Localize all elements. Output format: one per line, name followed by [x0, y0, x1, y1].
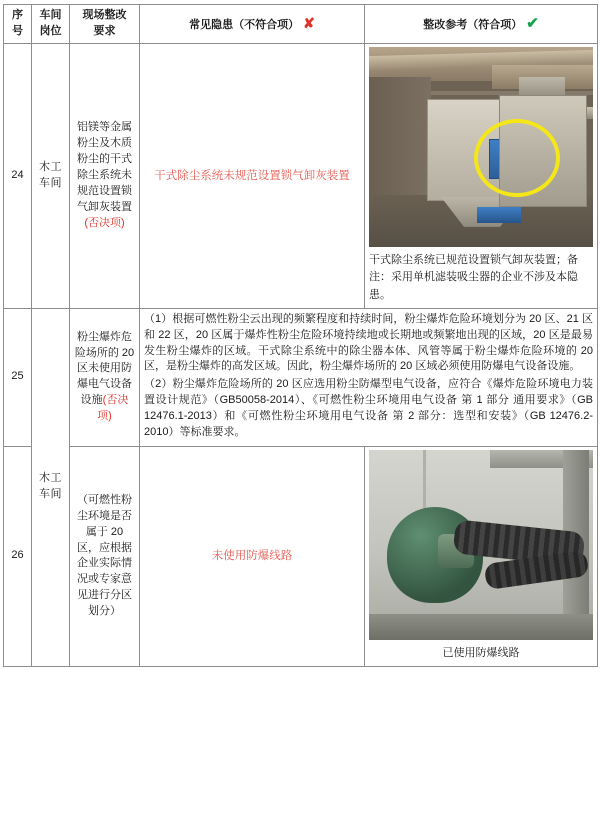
row-number-24: 24	[4, 43, 32, 308]
row-explanation-25	[140, 308, 598, 447]
table-body	[4, 43, 598, 666]
row-hazard-24	[140, 43, 365, 308]
row-shop-25: 木工车间	[32, 308, 70, 666]
row-shop-24: 木工车间	[32, 43, 70, 308]
explanation-paragraph-1: （1）根据可燃性粉尘云出现的频繁程度和持续时间，粉尘爆炸危险环境划分为 20 区、21 区和 22 区，20 区属于爆炸性粉尘危险环境持续地或长期地或频繁地出现的区域，20 区是最易发生粉尘爆炸的区域。干式除尘系统中的除尘器本体、风管等属于粉尘爆炸危险环境的 20 区，是粉尘爆炸的高发区域。因此，粉尘爆炸场所的 20 区域必须使用防爆电气设备设施。	[144, 312, 593, 373]
row-requirement-26: （可燃性粉尘环境是否属于 20 区，应根据企业实际情况或专家意见进行分区划分）	[70, 447, 140, 667]
reference-caption-24: 干式除尘系统已规范设置锁气卸灰装置；备注：采用单机滤装吸尘器的企业不涉及本隐患。	[369, 253, 578, 302]
explanation-paragraph-2: （2）粉尘爆炸危险场所的 20 区应选用粉尘防爆型电气设备，应符合《爆炸危险环境电力装置设计规范》（GB50058-2014）、《可燃性粉尘环境用电气设备 第 1 部分 通用要求》（GB 12476.1-2013）和《可燃性粉尘环境用电气设备 第 2 部分：选型和安装》（GB 12476.2-2010）等标准要求。	[144, 378, 593, 439]
cross-icon: ✘	[303, 15, 315, 32]
table-row	[4, 447, 598, 667]
header-cell-reference: 整改参考（符合项） ✔	[365, 5, 598, 44]
row-number-26: 26	[4, 447, 32, 667]
check-icon: ✔	[526, 15, 539, 33]
hazard-label-26: 未使用防爆线路	[211, 550, 293, 563]
header-cell-requirement: 现场整改 要求	[70, 5, 140, 44]
row-hazard-26	[140, 447, 365, 667]
header-cell-hazard: 常见隐患（不符合项） ✘	[140, 5, 365, 44]
table-header-row	[4, 5, 598, 44]
hazard-label-24: 干式除尘系统未规范设置锁气卸灰装置	[154, 169, 350, 182]
row-requirement-24: 铝镁等金属粉尘及木质粉尘的干式除尘系统未规范设置锁气卸灰装置(否决项)	[70, 43, 140, 308]
row-reference-26	[365, 447, 598, 667]
dust-collector-room-photo	[369, 47, 593, 247]
inspection-table	[3, 4, 598, 667]
row-requirement-25: 粉尘爆炸危险场所的 20 区未使用防爆电气设备设施(否决项)	[70, 308, 140, 447]
document-page	[0, 4, 600, 838]
table-header	[4, 5, 598, 44]
header-cell-shop: 车间 岗位	[32, 5, 70, 44]
reference-caption-26: 已使用防爆线路	[442, 647, 520, 660]
explosion-proof-wiring-photo	[369, 450, 593, 640]
header-cell-no: 序 号	[4, 5, 32, 44]
row-reference-24	[365, 43, 598, 308]
highlight-circle-annotation	[474, 119, 560, 197]
row-number-25: 25	[4, 308, 32, 447]
table-row	[4, 43, 598, 308]
table-row	[4, 308, 598, 447]
